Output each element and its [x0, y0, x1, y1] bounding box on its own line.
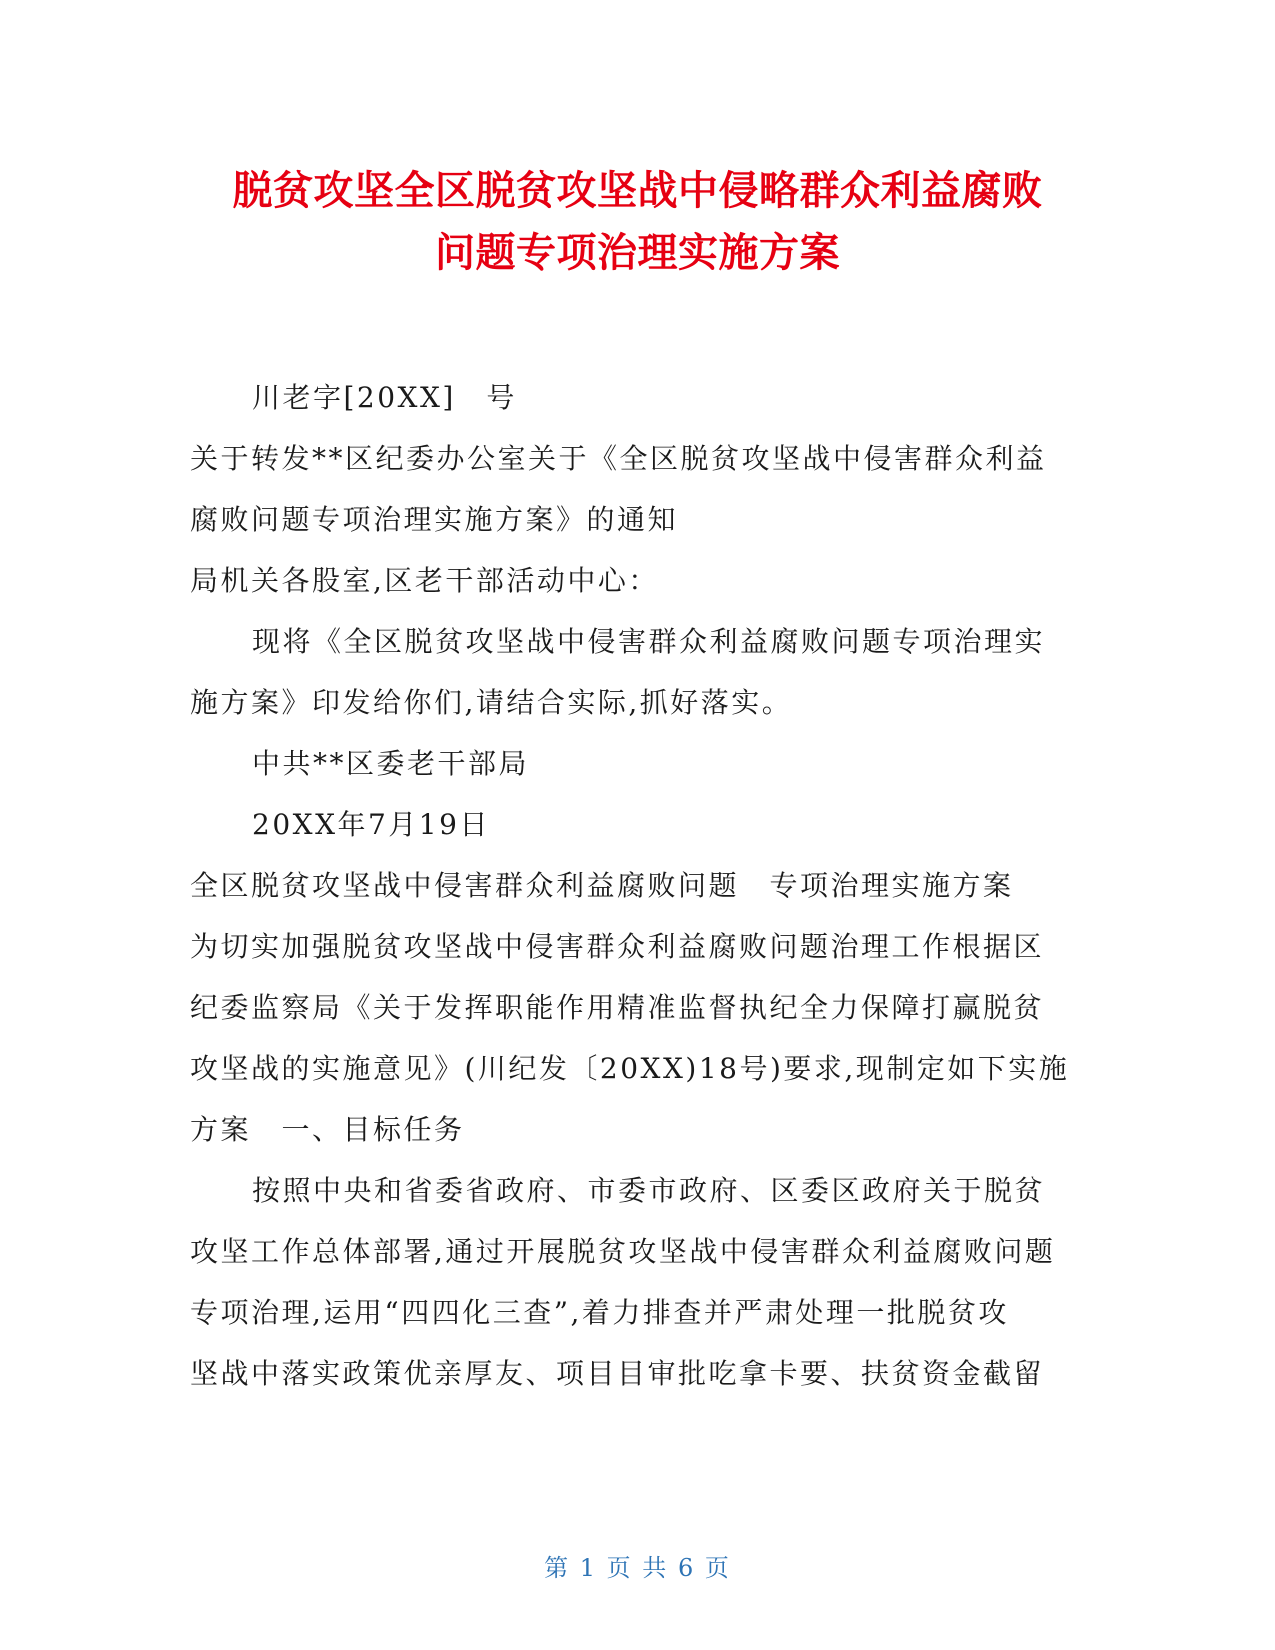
- paragraph-line: 攻坚战的实施意见》(川纪发〔20XX)18号)要求,现制定如下实施: [190, 1052, 1070, 1085]
- issuer: 中共**区委老干部局: [252, 747, 530, 780]
- paragraph-line: 攻坚工作总体部署,通过开展脱贫攻坚战中侵害群众利益腐败问题: [190, 1235, 1056, 1268]
- notice-title-line-1: 关于转发**区纪委办公室关于《全区脱贫攻坚战中侵害群众利益: [190, 442, 1047, 475]
- plan-heading: 全区脱贫攻坚战中侵害群众利益腐败问题 专项治理实施方案: [190, 869, 1014, 902]
- paragraph-line: 现将《全区脱贫攻坚战中侵害群众利益腐败问题专项治理实: [252, 625, 1046, 658]
- document-number: 川老字[20XX] 号: [252, 381, 517, 414]
- paragraph-line: 施方案》印发给你们,请结合实际,抓好落实。: [190, 686, 793, 719]
- paragraph-line: 坚战中落实政策优亲厚友、项目目审批吃拿卡要、扶贫资金截留: [190, 1357, 1045, 1390]
- title-line-1: 脱贫攻坚全区脱贫攻坚战中侵略群众利益腐败: [232, 168, 1043, 214]
- section-heading: 方案 一、目标任务: [190, 1113, 465, 1146]
- recipients: 局机关各股室,区老干部活动中心：: [190, 564, 659, 597]
- document-body: [190, 367, 1075, 1404]
- title-line-2: 问题专项治理实施方案: [435, 230, 840, 276]
- paragraph-line: 纪委监察局《关于发挥职能作用精准监督执纪全力保障打赢脱贫: [190, 991, 1045, 1024]
- notice-title-line-2: 腐败问题专项治理实施方案》的通知: [190, 503, 679, 536]
- paragraph-line: 专项治理,运用“四四化三查”,着力排查并严肃处理一批脱贫攻: [190, 1296, 1009, 1329]
- paragraph-line: 为切实加强脱贫攻坚战中侵害群众利益腐败问题治理工作根据区: [190, 930, 1045, 963]
- page-number-footer: 第 1 页 共 6 页: [544, 1554, 731, 1582]
- document-title: [150, 160, 1125, 284]
- paragraph-line: 按照中央和省委省政府、市委市政府、区委区政府关于脱贫: [252, 1174, 1046, 1207]
- issue-date: 20XX年7月19日: [252, 808, 490, 841]
